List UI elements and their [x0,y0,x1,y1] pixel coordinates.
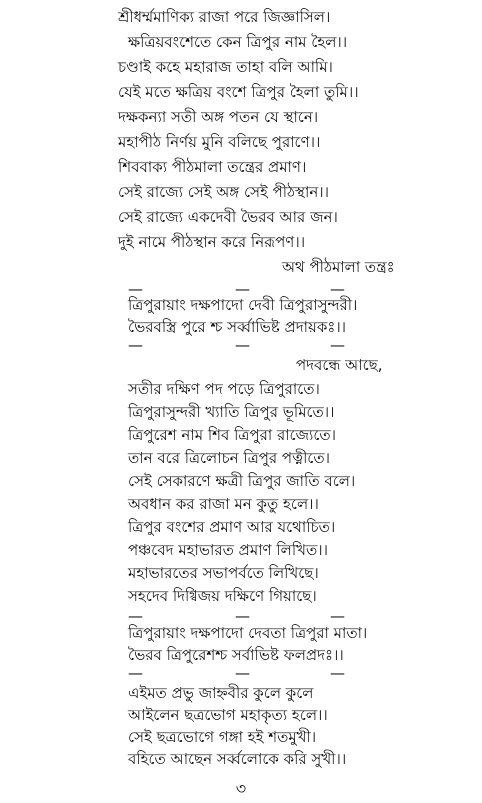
separator-dash: — [235,280,250,298]
separator-dash: — [235,664,250,682]
verse-line: ত্রিপুর বংশের প্রমাণ আর যথোচিত। [128,518,336,536]
verse-line: পঞ্চবেদ মহাভারত প্রমাণ লিখিত।। [128,541,328,559]
sanskrit-verse-line: ভৈরব ত্রিপুরেশশ্চ সর্বাভিষ্ট ফলপ্রদঃ।। [128,646,344,664]
verse-line: শ্রীধর্ম্মমাণিক্য রাজা পরে জিজ্ঞাসিল। [118,8,331,26]
sanskrit-verse-line: ত্রিপুরায়াং দক্ষপাদো দেবী ত্রিপুরাসুন্দরী। [128,296,358,314]
verse-line: অবধান কর রাজা মন কুতু হলে।। [128,495,319,513]
separator-dash: — [235,607,250,625]
verse-line: যেই মতে ক্ষত্রিয় বংশে ত্রিপুর হৈলা তুমি।। [118,83,359,101]
separator-dash: — [330,664,345,682]
separator-dash: — [128,664,143,682]
separator-dash: — [235,336,250,354]
sanskrit-verse-line: ত্রিপুরায়াং দক্ষপাদো দেবতা ত্রিপুরা মাতা। [128,624,368,642]
verse-line: সেই ছত্রভোগে গঙ্গা হই শতমুখী। [128,728,317,746]
verse-line: সহদেব দিগ্বিজয় দক্ষিণে গিয়াছে। [128,587,317,605]
verse-line: সেই সেকারণে ক্ষত্রী ত্রিপুর জাতি বলে। [128,472,356,490]
section-heading: পদবন্ধে আছে, [296,356,383,374]
verse-line: বহিতে আছেন সর্ব্বলোকে করি সুখী।। [128,750,347,768]
verse-line: ত্রিপুরেশ নাম শিব ত্রিপুরা রাজ্যেতে। [128,426,337,444]
verse-line: চণ্ডাই কহে মহারাজ তাহা বলি আমি। [118,58,333,76]
verse-line: মহাভারতের সভাপর্বতে লিখিছে। [128,564,319,582]
verse-line: এইমত প্রভু জাহ্নবীর কুলে কুলে [128,684,314,702]
verse-line: ত্রিপুরাসুন্দরী খ্যাতি ত্রিপুর ভূমিতে।। [128,403,335,421]
verse-line: সেই রাজ্যে একদেবী ভৈরব আর জন। [118,208,338,226]
verse-line: আইলেন ছত্রভোগ মহাকৃত্য হলে।। [128,706,328,724]
separator-dash: — [330,336,345,354]
separator-dash: — [128,607,143,625]
sanskrit-verse-line: ভৈরবস্ত্রি পুরে শ্চ সর্ব্বাভিষ্ট প্রদায়কঃ।। [128,318,347,336]
verse-line: সতীর দক্ষিণ পদ পড়ে ত্রিপুরাতে। [128,380,320,398]
verse-line: তান বরে ত্রিলোচন ত্রিপুর পত্নীতে। [128,449,331,467]
verse-line: সেই রাজ্যে সেই অঙ্গ সেই পীঠস্থান।। [118,183,330,201]
section-heading: অথ পীঠমালা তন্ত্রঃ [282,258,395,276]
verse-line: দক্ষকন্যা সতী অঙ্গ পতন যে স্থানে। [118,108,319,126]
separator-dash: — [330,280,345,298]
separator-dash: — [330,607,345,625]
verse-line: মহাপীঠ নির্ণয় মুনি বলিছে পুরাণে।। [118,133,321,151]
verse-line: দুই নামে পীঠস্থান করে নিরূপণ।। [118,233,306,251]
verse-line: ক্ষত্রিয়বংশেতে কেন ত্রিপুর নাম হৈল।। [128,33,348,51]
verse-line: শিববাক্য পীঠমালা তন্ত্রের প্রমাণ। [118,158,307,176]
separator-dash: — [128,336,143,354]
separator-dash: — [128,280,143,298]
page-number: ৩ [235,779,247,798]
